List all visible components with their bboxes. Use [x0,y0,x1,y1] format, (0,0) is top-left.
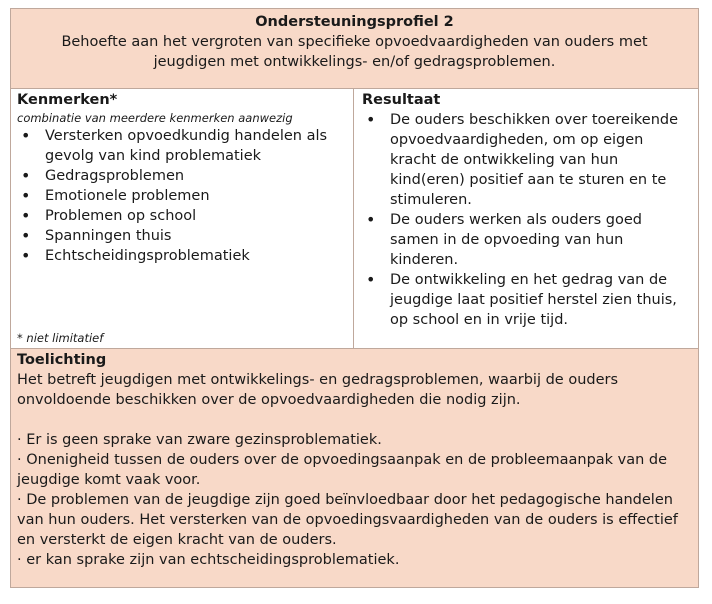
kenmerken-cell [11,89,354,349]
profile-title: Ondersteuningsprofiel 2 [255,14,454,30]
list-item: • De ouders beschikken over toereikende opvoedvaardigheden, om op eigen kracht de ontwikkeling van hun kind(eren) positief aan te sturen en te stimuleren. [362,110,692,210]
kenmerken-subtitle: combinatie van meerdere kenmerken aanwezig [17,111,293,125]
profile-table [10,8,699,588]
list-item: • Emotionele problemen [17,186,347,206]
resultaat-list [362,110,692,330]
list-item: • Gedragsproblemen [17,166,347,186]
profile-description: Behoefte aan het vergroten van specifieke opvoedvaardigheden van ouders met jeugdigen met ontwikkelings- en/of gedragsproblemen. [61,34,648,70]
resultaat-cell [354,89,698,349]
toelichting-point: · Er is geen sprake van zware gezinsproblematiek. [17,432,382,448]
list-item: • Versterken opvoedkundig handelen als gevolg van kind problematiek [17,126,347,166]
list-item: • De ouders werken als ouders goed samen in de opvoeding van hun kinderen. [362,210,692,270]
toelichting-cell [11,349,698,587]
resultaat-heading: Resultaat [362,92,441,108]
list-item: • Problemen op school [17,206,347,226]
kenmerken-list [17,126,347,266]
toelichting-point: · Onenigheid tussen de ouders over de opvoedingsaanpak en de probleemaanpak van de jeugdige komt vaak voor. [17,452,668,488]
toelichting-point: · De problemen van de jeugdige zijn goed beïnvloedbaar door het pedagogische handelen van hun ouders. Het versterken van de opvoedingsvaardigheden van de ouders is effectief en versterkt de eigen kracht van de ouders. [17,492,678,548]
toelichting-heading: Toelichting [17,352,107,368]
toelichting-intro: Het betreft jeugdigen met ontwikkelings- en gedragsproblemen, waarbij de ouders onvoldoende beschikken over de opvoedvaardigheden die nodig zijn. [17,372,619,408]
kenmerken-heading: Kenmerken* [17,92,118,108]
list-item: • De ontwikkeling en het gedrag van de jeugdige laat positief herstel zien thuis, op school en in vrije tijd. [362,270,692,330]
spacer [17,410,692,430]
list-item: • Echtscheidingsproblematiek [17,246,347,266]
footnote: * niet limitatief [17,331,104,345]
list-item: • Spanningen thuis [17,226,347,246]
table-header [11,9,698,89]
toelichting-point: · er kan sprake zijn van echtscheidingsproblematiek. [17,552,400,568]
